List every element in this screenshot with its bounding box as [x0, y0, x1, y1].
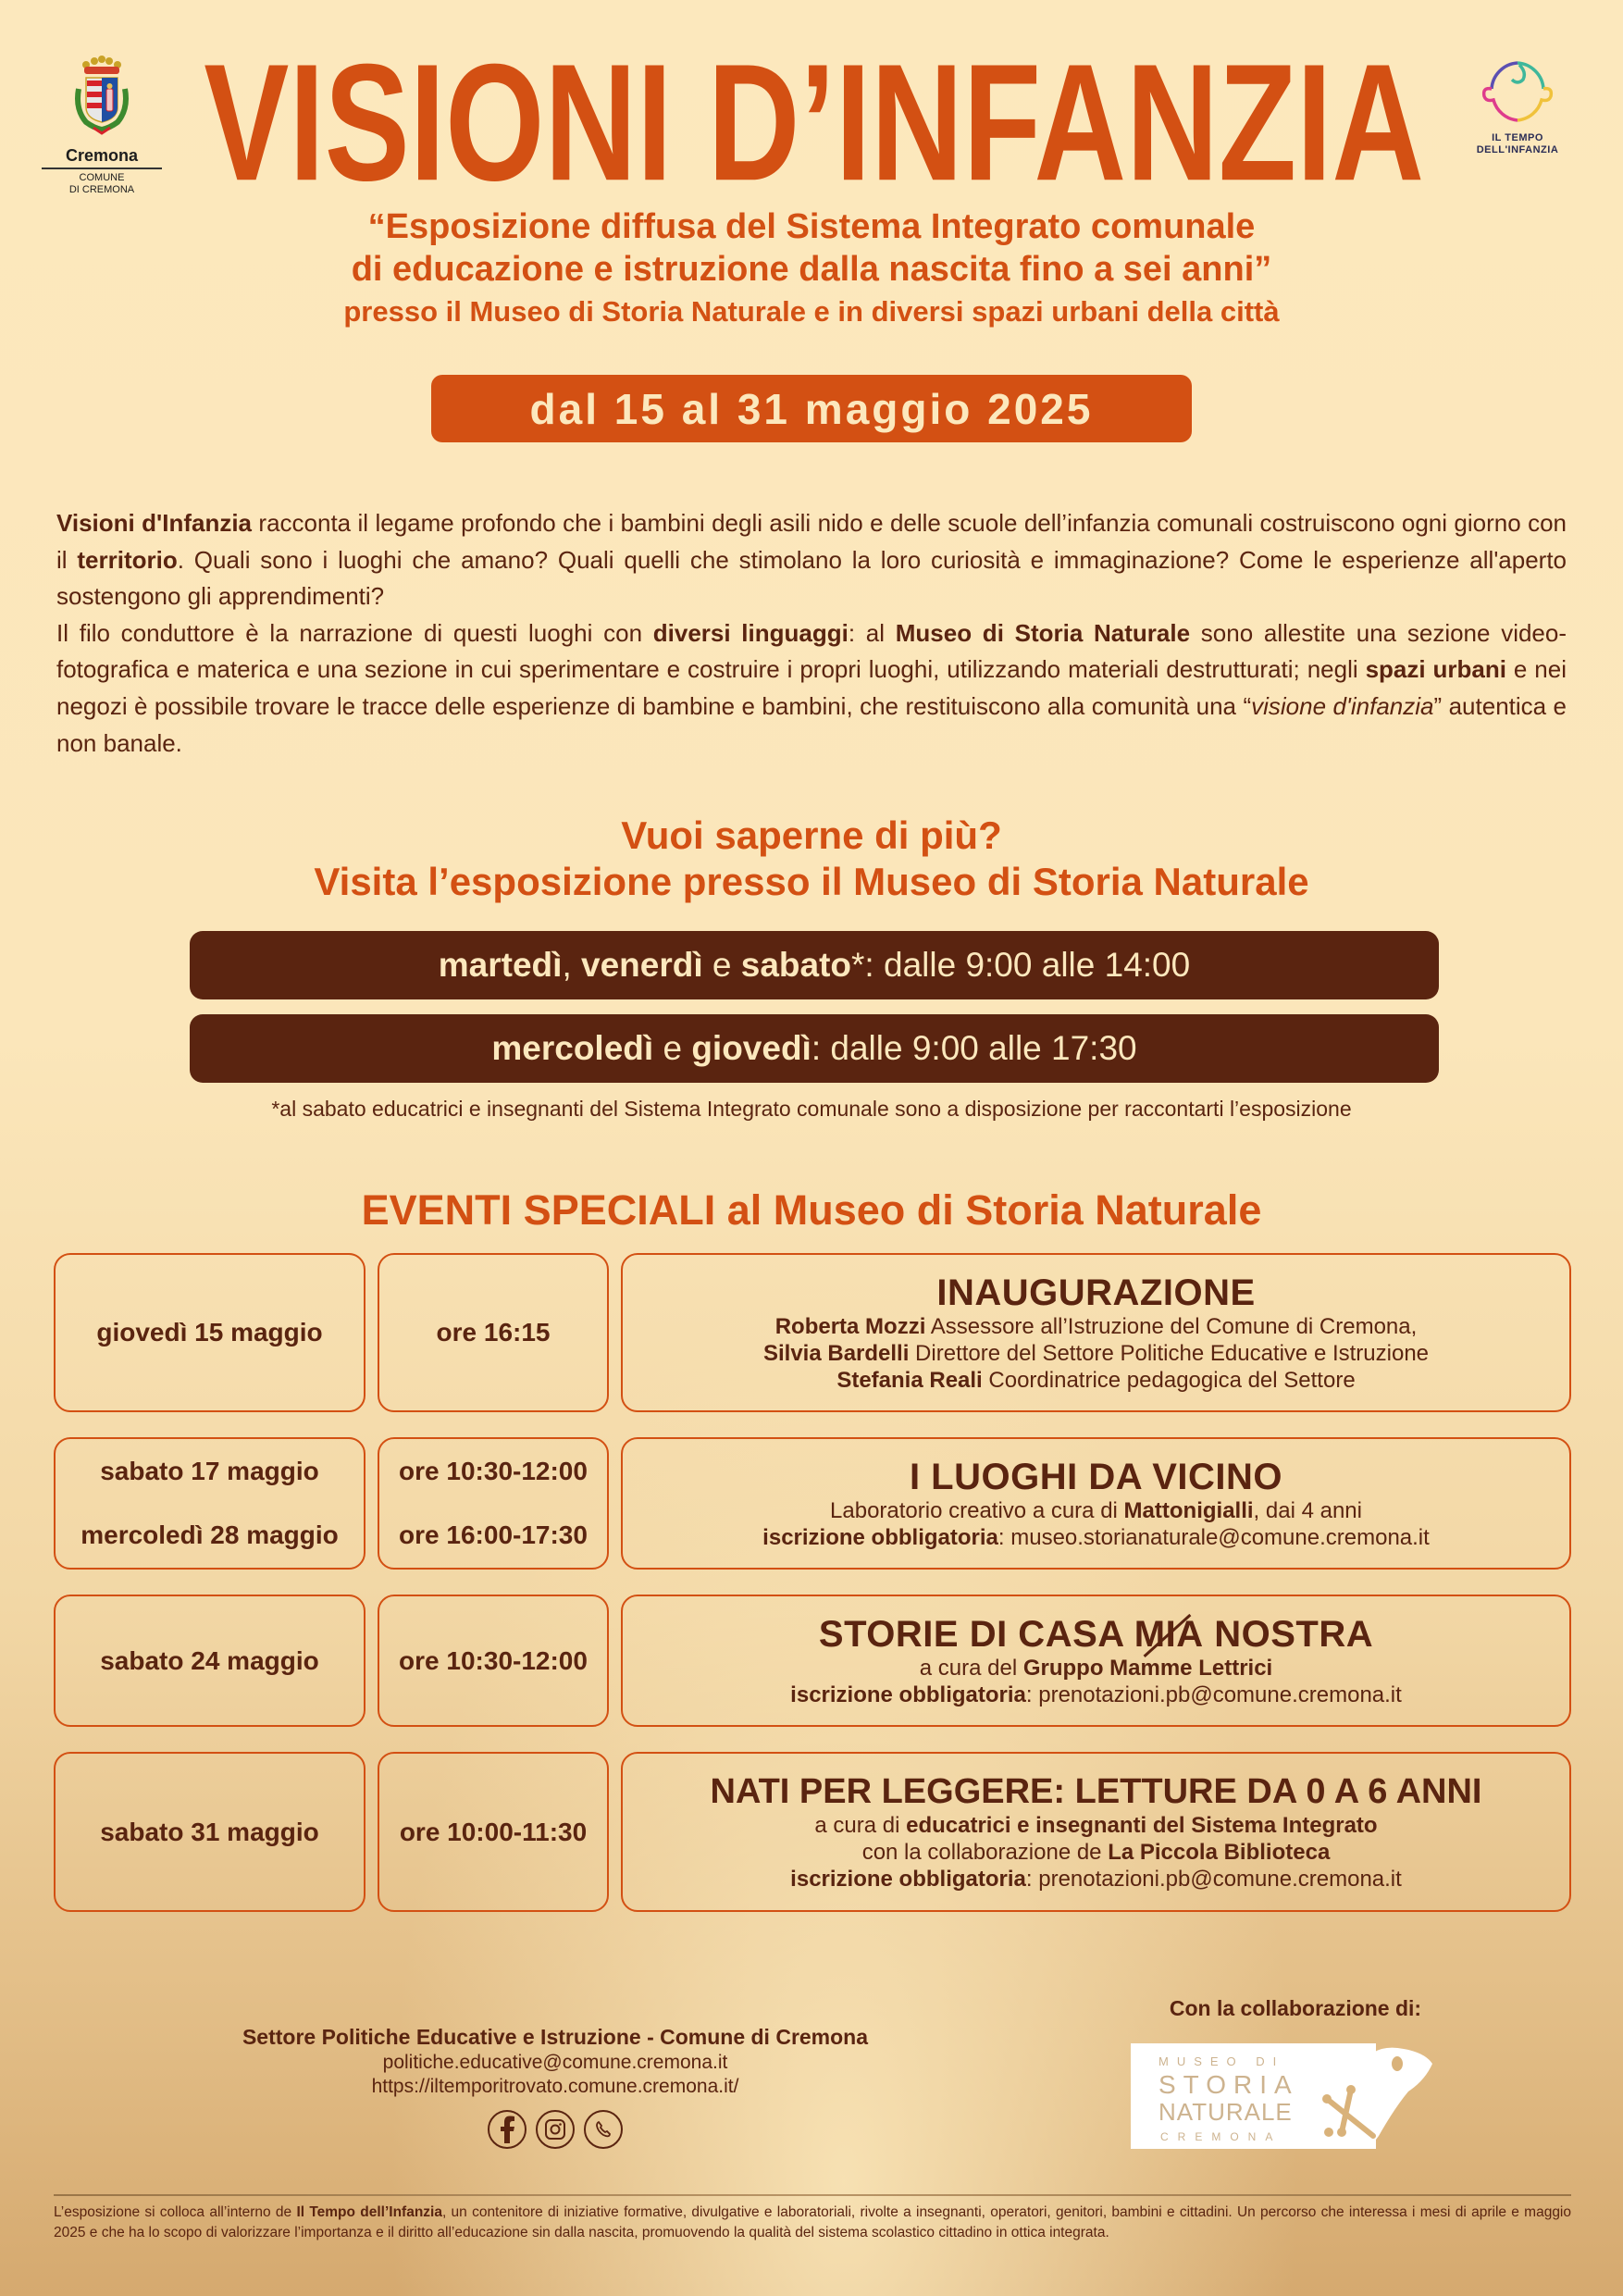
person-name: Stefania Reali	[836, 1367, 983, 1393]
logo-sub-1: COMUNE	[79, 172, 125, 183]
baby-face-icon	[1479, 54, 1556, 128]
subtitle-line-2: di educazione e istruzione dalla nascita fino a sei anni”	[351, 250, 1272, 289]
footer-note-emphasis: Il Tempo dell’Infanzia	[296, 2204, 442, 2220]
intro-paragraph-2	[56, 615, 1567, 762]
subtitle-line-1: “Esposizione diffusa del Sistema Integrato comunale	[367, 207, 1256, 246]
event-line	[862, 1839, 1331, 1866]
emphasis-text: diversi linguaggi	[652, 618, 849, 647]
intro-paragraph-1	[56, 505, 1567, 615]
footer-note-text: , un contenitore di iniziative formative, divulgative e laboratoriali, rivolte a insegnanti, operatori, genitori, bambini e cittadini. Un percorso che interessa i mesi di aprile e maggio 2025 e che ha lo scopo di valorizzare l’importanza e il diritto all’educazione sin dalla nascita, promuovendo la qualità del sistema scolastico cittadino in ottica integrata.	[54, 2204, 1571, 2240]
struck-word: MIA	[1134, 1613, 1204, 1655]
event-time-text: ore 10:00-11:30	[399, 1817, 588, 1846]
event-time-text: ore 10:30-12:00	[399, 1457, 588, 1485]
visit-heading-line-1: Vuoi saperne di più?	[621, 813, 1002, 857]
logo-sub-2: DI CREMONA	[68, 184, 135, 195]
subtitle	[139, 205, 1484, 331]
registration-label: iscrizione obbligatoria	[762, 1524, 998, 1550]
day-label: venerdì	[581, 946, 703, 984]
event-time	[378, 1253, 609, 1412]
event-date	[54, 1595, 365, 1727]
person-name: Roberta Mozzi	[774, 1313, 926, 1339]
italic-text: visione d'infanzia	[1251, 691, 1434, 720]
organization-name: Settore Politiche Educative e Istruzione - Comune di Cremona	[242, 2025, 869, 2049]
event-time-text: ore 16:00-17:30	[399, 1520, 588, 1549]
intro-text	[56, 505, 1567, 762]
registration-email[interactable]: : prenotazioni.pb@comune.cremona.it	[1025, 1682, 1402, 1707]
separator: e	[702, 946, 741, 984]
event-date	[54, 1752, 365, 1912]
registration-label: iscrizione obbligatoria	[790, 1682, 1026, 1707]
event-date-text: sabato 17 maggio	[100, 1457, 319, 1485]
social-icons	[139, 2110, 972, 2149]
event-text: Laboratorio creativo a cura di	[830, 1497, 1124, 1523]
event-date-text: sabato 24 maggio	[100, 1645, 319, 1675]
event-time-text: ore 16:15	[436, 1318, 551, 1347]
hours-text: *: dalle 9:00 alle 14:00	[851, 946, 1191, 984]
event-title	[819, 1614, 1373, 1655]
logo-line-1: IL TEMPO	[1492, 132, 1543, 143]
footer-note	[54, 2203, 1571, 2243]
footer-note-text: L’esposizione si colloca all’interno de	[54, 2204, 297, 2220]
registration-line	[790, 1682, 1402, 1708]
partner-name: La Piccola Biblioteca	[1108, 1840, 1331, 1865]
body-text: : al	[848, 618, 896, 647]
event-time	[378, 1595, 609, 1727]
footer-divider	[54, 2194, 1571, 2196]
museum-logo-line-3: NATURALE	[1158, 2098, 1293, 2126]
event-title: INAUGURAZIONE	[936, 1272, 1256, 1313]
event-text: a cura del	[919, 1655, 1023, 1681]
events-title: EVENTI SPECIALI al Museo di Storia Naturale	[361, 1186, 1262, 1234]
museo-storia-naturale-logo	[1131, 2043, 1436, 2149]
day-label: sabato	[740, 946, 852, 984]
registration-email[interactable]: : museo.storianaturale@comune.cremona.it	[997, 1524, 1430, 1550]
emphasis-text: Museo di Storia Naturale	[895, 618, 1191, 647]
date-badge: dal 15 al 31 maggio 2025	[431, 375, 1192, 442]
body-text: sono allestite una sezione video-fotografica e materica e una sezione in cui sperimentare e costruire i propri luoghi, utilizzando materiali destrutturati; negli	[56, 618, 1567, 684]
event-description	[621, 1752, 1571, 1912]
website-link[interactable]: https://iltemporitrovato.comune.cremona.it/	[371, 2076, 739, 2097]
comune-di-cremona-logo	[42, 56, 162, 196]
event-date	[54, 1437, 365, 1570]
person-role: Coordinatrice pedagogica del Settore	[982, 1367, 1356, 1393]
museum-logo-line-2: STORIA	[1158, 2070, 1299, 2099]
event-title: I LUOGHI DA VICINO	[909, 1456, 1283, 1497]
body-text: ” autentica e non banale.	[56, 691, 1567, 757]
body-text: racconta il legame profondo che i bambini degli asili nido e delle scuole dell’infanzia comunali costruiscono ogni giorno con il	[56, 509, 1567, 574]
event-time-text: ore 10:30-12:00	[399, 1645, 588, 1675]
il-tempo-dellinfanzia-logo	[1448, 54, 1587, 156]
emphasis-text: Visioni d'Infanzia	[56, 509, 253, 537]
body-text: . Quali sono i luoghi che amano? Quali quelli che stimolano la loro curiosità e immaginazione? Come le esperienze all'aperto sostengono gli apprendimenti?	[56, 545, 1567, 611]
registration-line	[790, 1866, 1402, 1893]
organizer-name: educatrici e insegnanti del Sistema Integrato	[906, 1813, 1378, 1838]
event-date-text: giovedì 15 maggio	[96, 1318, 323, 1347]
person-name: Silvia Bardelli	[762, 1340, 910, 1366]
registration-line	[762, 1524, 1430, 1551]
whatsapp-icon[interactable]	[584, 2110, 623, 2149]
event-description	[621, 1437, 1571, 1570]
person-role: Direttore del Settore Politiche Educative e Istruzione	[909, 1340, 1430, 1366]
contact-block	[139, 2023, 972, 2149]
event-description	[621, 1253, 1571, 1412]
separator: ,	[562, 946, 581, 984]
body-text: e nei negozi è possibile trovare le tracce delle esperienze di bambine e bambini, che restituiscono alla comunità una “	[56, 655, 1567, 720]
visit-heading	[93, 813, 1530, 905]
museum-logo-line-4: CREMONA	[1160, 2130, 1282, 2143]
event-line	[775, 1313, 1418, 1340]
organizer-name: Mattonigialli	[1123, 1497, 1254, 1523]
hours-footnote: *al sabato educatrici e insegnanti del Sistema Integrato comunale sono a disposizione per raccontarti l’esposizione	[271, 1097, 1352, 1121]
event-line	[814, 1812, 1377, 1839]
event-text: con la collaborazione de	[861, 1840, 1109, 1865]
event-line	[830, 1497, 1362, 1524]
organizer-name: Gruppo Mamme Lettrici	[1022, 1655, 1273, 1681]
emphasis-text: spazi urbani	[1365, 655, 1506, 684]
museum-logo-line-1: MUSEO DI	[1158, 2054, 1285, 2068]
day-label: mercoledì	[491, 1029, 654, 1067]
logo-line-2: DELL'INFANZIA	[1476, 144, 1559, 155]
collaboration-label: Con la collaborazione di:	[1169, 1996, 1422, 2020]
instagram-icon[interactable]	[536, 2110, 575, 2149]
separator: e	[653, 1029, 692, 1067]
event-title: NATI PER LEGGERE: LETTURE DA 0 A 6 ANNI	[710, 1772, 1482, 1811]
person-role: Assessore all’Istruzione del Comune di Cremona,	[925, 1313, 1418, 1339]
location-line: presso il Museo di Storia Naturale e in diversi spazi urbani della città	[343, 295, 1280, 328]
opening-hours-bar	[190, 931, 1439, 999]
event-line	[763, 1340, 1429, 1367]
registration-label: iscrizione obbligatoria	[790, 1867, 1026, 1892]
event-text: , dai 4 anni	[1253, 1497, 1362, 1523]
registration-email[interactable]: : prenotazioni.pb@comune.cremona.it	[1025, 1867, 1402, 1892]
hours-text: : dalle 9:00 alle 17:30	[811, 1029, 1137, 1067]
event-text: a cura di	[814, 1813, 907, 1838]
logo-name: Cremona	[42, 145, 162, 169]
page-title-container	[199, 51, 1430, 194]
day-label: martedì	[438, 946, 563, 984]
page-title: VISIONI D’INFANZIA	[204, 51, 1425, 194]
emphasis-text: territorio	[77, 545, 178, 574]
visit-heading-line-2: Visita l’esposizione presso il Museo di Storia Naturale	[314, 860, 1309, 903]
opening-hours-bar	[190, 1014, 1439, 1083]
event-date	[54, 1253, 365, 1412]
event-line	[920, 1655, 1272, 1682]
contact-email[interactable]: politiche.educative@comune.cremona.it	[382, 2052, 728, 2073]
title-part: NOSTRA	[1203, 1613, 1374, 1655]
facebook-icon[interactable]	[488, 2110, 527, 2149]
title-part: STORIE DI CASA	[818, 1613, 1134, 1655]
coat-of-arms-icon	[73, 56, 130, 137]
day-label: giovedì	[691, 1029, 812, 1067]
event-line	[836, 1367, 1355, 1394]
event-time	[378, 1752, 609, 1912]
event-description	[621, 1595, 1571, 1727]
event-date-text: sabato 31 maggio	[100, 1817, 319, 1846]
event-date-text: mercoledì 28 maggio	[81, 1520, 339, 1549]
body-text: Il filo conduttore è la narrazione di questi luoghi con	[56, 618, 653, 647]
event-time	[378, 1437, 609, 1570]
